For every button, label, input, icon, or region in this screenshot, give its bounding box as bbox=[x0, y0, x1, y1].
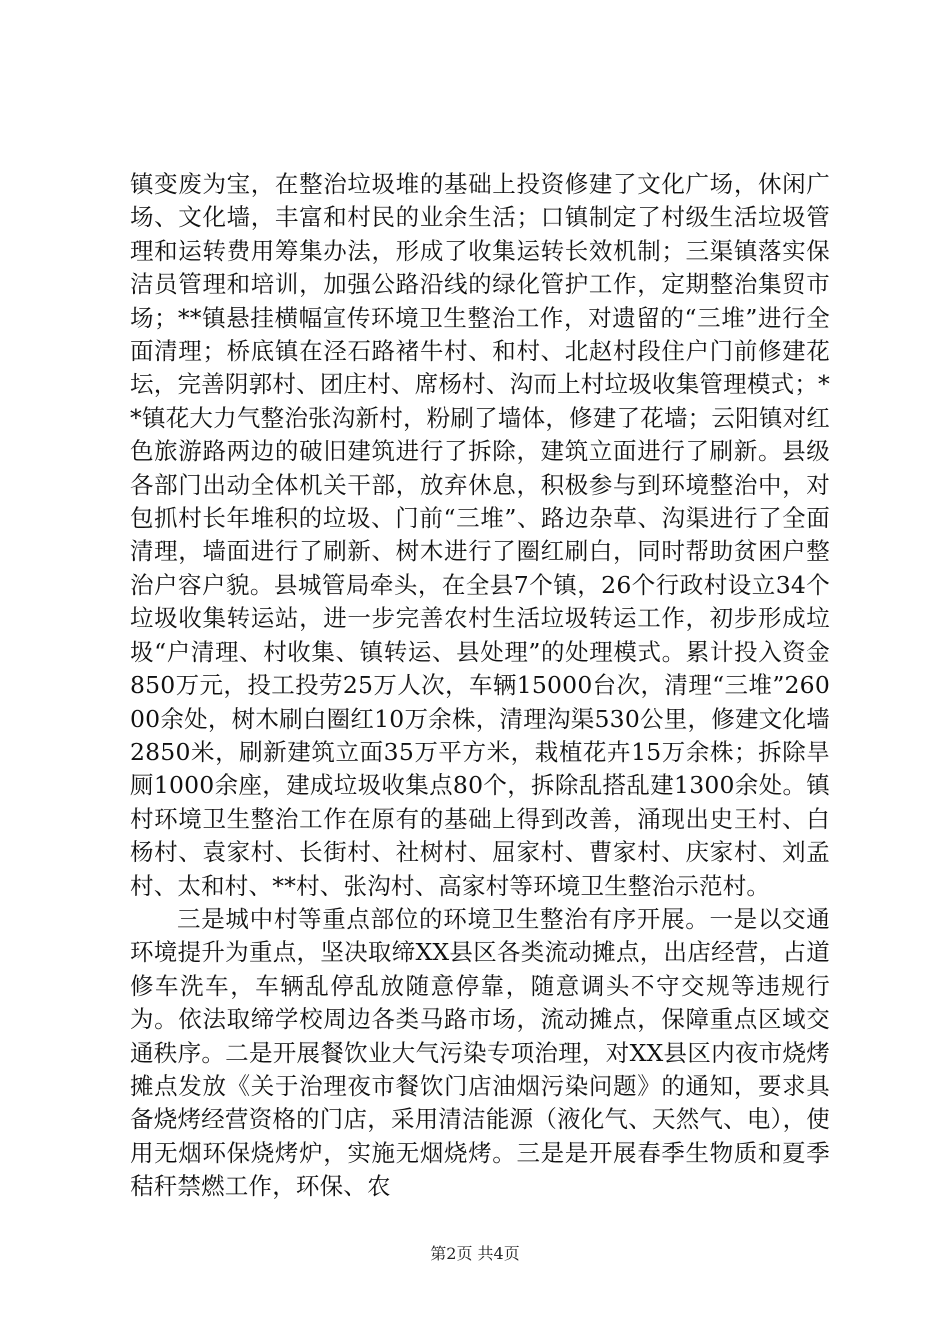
paragraph-continuation: 镇变废为宝，在整治垃圾堆的基础上投资修建了文化广场，休闲广场、文化墙，丰富和村民的业余生活；口镇制定了村级生活垃圾管理和运转费用筹集办法，形成了收集运转长效机制；三渠镇落实保洁员管理和培训，加强公路沿线的绿化管护工作，定期整治集贸市场；**镇悬挂横幅宣传环境卫生整治工作，对遗留的“三堆”进行全面清理；桥底镇在泾石路褚牛村、和村、北赵村段住户门前修建花坛，完善阴郭村、团庄村、席杨村、沟而上村垃圾收集管理模式；**镇花大力气整治张沟新村，粉刷了墙体，修建了花墙；云阳镇对红色旅游路两边的破旧建筑进行了拆除，建筑立面进行了刷新。县级各部门出动全体机关干部，放弃休息，积极参与到环境整治中，对包抓村长年堆积的垃圾、门前“三堆”、路边杂草、沟渠进行了全面清理，墙面进行了刷新、树木进行了圈红刷白，同时帮助贫困户整治户容户貌。县城管局牵头，在全县7个镇，26个行政村设立34个垃圾收集转运站，进一步完善农村生活垃圾转运工作，初步形成垃圾“户清理、村收集、镇转运、县处理”的处理模式。累计投入资金850万元，投工投劳25万人次，车辆15000台次，清理“三堆”26000余处，树木刷白圈红10万余株，清理沟渠530公里，修建文化墙2850米，刷新建筑立面35万平方米，栽植花卉15万余株；拆除旱厕1000余座，建成垃圾收集点80个，拆除乱搭乱建1300余处。镇村环境卫生整治工作在原有的基础上得到改善，涌现出史王村、白杨村、袁家村、长街村、社树村、屈家村、曹家村、庆家村、刘孟村、太和村、**村、张沟村、高家村等环境卫生整治示范村。 bbox=[130, 170, 830, 900]
body-text bbox=[130, 168, 830, 1204]
page-number-footer: 第2页 共4页 bbox=[430, 1244, 520, 1263]
paragraph-urban-village: 三是城中村等重点部位的环境卫生整治有序开展。一是以交通环境提升为重点，坚决取缔XX县区各类流动摊点，出店经营，占道修车洗车，车辆乱停乱放随意停靠，随意调头不守交规等违规行为。依法取缔学校周边各类马路市场，流动摊点，保障重点区域交通秩序。二是开展餐饮业大气污染专项治理，对XX县区内夜市烧烤摊点发放《关于治理夜市餐饮门店油烟污染问题》的通知，要求具备烧烤经营资格的门店，采用清洁能源（液化气、天然气、电），使用无烟环保烧烤炉，实施无烟烧烤。三是是开展春季生物质和夏季秸秆禁燃工作，环保、农 bbox=[130, 904, 830, 1201]
